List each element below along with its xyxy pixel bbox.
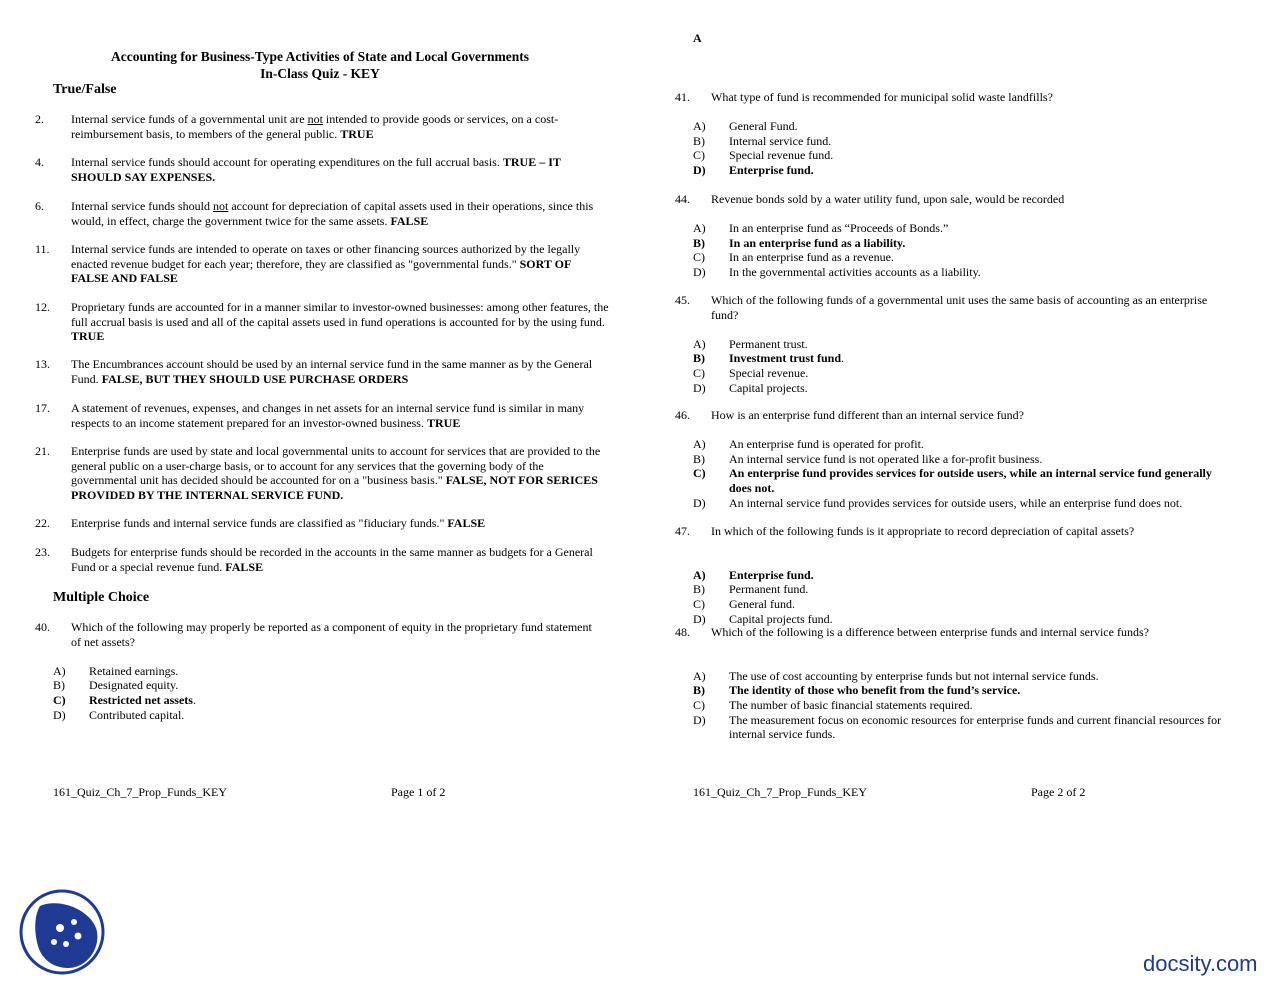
mc-question-48 <box>675 625 1226 640</box>
page1-footer-left: 161_Quiz_Ch_7_Prop_Funds_KEY <box>53 785 228 799</box>
option-d <box>693 380 1226 396</box>
question-number: 4. <box>35 155 44 169</box>
question-number: 48. <box>675 625 690 639</box>
tf-question-23 <box>35 545 611 574</box>
option-tail: . <box>841 351 845 366</box>
option-d <box>693 264 1226 280</box>
question-text: In which of the following funds is it appropriate to record depreciation of capital assets? <box>711 524 1135 538</box>
question-number: 41. <box>675 90 690 104</box>
question-text: Which of the following is a difference between enterprise funds and internal service funds? <box>711 625 1149 639</box>
option-text: Enterprise fund. <box>729 162 814 177</box>
question-number: 21. <box>35 444 50 458</box>
option-c <box>693 596 1226 612</box>
page2-header-a: A <box>693 31 702 45</box>
section-multiple-choice: Multiple Choice <box>53 590 150 605</box>
question-text: Internal service funds should <box>71 199 213 213</box>
question-number: 47. <box>675 524 690 538</box>
option-label: C) <box>693 250 705 265</box>
mc-question-46 <box>675 408 1226 423</box>
tf-question-13 <box>35 357 611 386</box>
option-label: D) <box>693 264 706 279</box>
option-text: In an enterprise fund as a liability. <box>729 235 906 250</box>
question-emphasis: not <box>307 112 323 126</box>
option-d <box>53 707 601 723</box>
mc-question-44 <box>675 192 1226 207</box>
option-label: B) <box>693 235 705 250</box>
page1-title-line1: Accounting for Business-Type Activities of State and Local Governments <box>111 49 529 64</box>
option-text: An enterprise fund provides services for outside users, while an internal service fund generally does not. <box>729 466 1212 495</box>
option-a <box>693 336 1226 352</box>
option-label: D) <box>693 712 706 727</box>
option-text: General fund. <box>729 596 795 611</box>
option-text: Special revenue. <box>729 365 809 380</box>
mc-question-45 <box>675 293 1226 322</box>
option-label: B) <box>693 451 705 466</box>
question-text-cont: account for depreciation of capital assets used in their operations, since this would, in effect, charge the government twice for the same assets. <box>71 199 594 228</box>
tf-question-2 <box>35 112 611 141</box>
option-label: D) <box>693 611 706 626</box>
mc-question-41 <box>675 90 1226 105</box>
question-text: Revenue bonds sold by a water utility fund, upon sale, would be recorded <box>711 192 1065 206</box>
question-number: 23. <box>35 545 50 559</box>
mc-question-47 <box>675 524 1226 539</box>
option-a <box>693 221 1226 236</box>
option-text: Permanent fund. <box>729 582 809 597</box>
option-label: A) <box>53 663 66 678</box>
option-text: Internal service fund. <box>729 133 832 148</box>
question-text: Internal service funds should account for operating expenditures on the full accrual basis. <box>71 155 503 169</box>
option-text: In an enterprise fund as “Proceeds of Bonds.” <box>729 221 949 236</box>
question-number: 2. <box>35 112 44 126</box>
question-text: A statement of revenues, expenses, and changes in net assets for an internal service fund is similar in many respects to an income statement prepared for an investor-owned business. <box>71 401 585 430</box>
option-label: C) <box>693 596 705 611</box>
answer-key: SORT OF FALSE AND FALSE <box>71 256 571 286</box>
question-number: 22. <box>35 516 50 530</box>
option-text: Capital projects. <box>729 380 808 395</box>
answer-key: FALSE <box>447 516 486 530</box>
option-a <box>53 663 601 679</box>
tf-question-6 <box>35 199 611 228</box>
option-label: B) <box>693 133 705 148</box>
option-label: D) <box>693 162 706 177</box>
page2-footer-right: Page 2 of 2 <box>1031 785 1086 799</box>
option-b <box>693 133 1226 149</box>
option-text: In the governmental activities accounts as a liability. <box>729 264 981 279</box>
option-label: B) <box>53 678 65 693</box>
option-d <box>693 162 1226 178</box>
option-label: B) <box>693 683 705 698</box>
option-text: Designated equity. <box>89 678 179 693</box>
tf-question-12 <box>35 300 611 344</box>
option-text: An internal service fund is not operated like a for-profit business. <box>729 451 1043 466</box>
option-text: Enterprise fund. <box>729 567 814 582</box>
question-number: 45. <box>675 293 690 307</box>
option-a <box>693 119 1226 134</box>
option-c <box>693 697 1226 713</box>
tf-question-4 <box>35 155 611 184</box>
mc-question-40 <box>35 620 601 649</box>
option-label: A) <box>693 437 706 452</box>
question-text: Budgets for enterprise funds should be recorded in the accounts in the same manner as budgets for a General Fund or a special revenue fund. <box>71 545 593 574</box>
tf-question-22 <box>35 516 611 531</box>
docsity-logo-icon[interactable] <box>18 888 106 976</box>
option-text: An enterprise fund is operated for profit. <box>729 437 924 452</box>
question-text: Enterprise funds are used by state and local governmental units to account for services that are provided to the general public on a user-charge basis, or to account for any services that the governing body of the governmental unit has decided should be accounted for on a "business basis." <box>71 444 601 488</box>
answer-key: FALSE, NOT FOR SERICES PROVIDED BY THE INTERNAL SERVICE FUND. <box>71 473 598 502</box>
option-text: The use of cost accounting by enterprise funds but not internal service funds. <box>729 668 1099 683</box>
tf-question-11 <box>35 242 611 286</box>
question-text: Enterprise funds and internal service funds are classified as "fiduciary funds." <box>71 516 448 530</box>
docsity-brand-text[interactable]: docsity.com <box>1143 951 1258 976</box>
page1-title-line2: In-Class Quiz - KEY <box>260 66 380 81</box>
option-text: The number of basic financial statements required. <box>729 697 973 712</box>
option-d <box>693 712 1226 742</box>
question-number: 6. <box>35 199 44 213</box>
option-tail: . <box>192 692 196 707</box>
option-text: An internal service fund provides services for outside users, while an enterprise fund does not. <box>729 495 1183 510</box>
option-label: A) <box>693 336 706 351</box>
option-b <box>693 451 1226 467</box>
option-text: The identity of those who benefit from the fund’s service. <box>729 683 1021 698</box>
question-text: The Encumbrances account should be used by an internal service fund in the same manner as by the General Fund. <box>71 357 593 386</box>
question-text: Internal service funds are intended to operate on taxes or other financing sources authorized by the legally enacted revenue budget for each year; therefore, they are classified as "governmental funds." <box>71 242 581 271</box>
option-a <box>693 567 1226 583</box>
question-number: 40. <box>35 620 50 634</box>
option-text: Capital projects fund. <box>729 611 833 626</box>
question-number: 13. <box>35 357 50 371</box>
question-text: Which of the following funds of a governmental unit uses the same basis of accounting as an enterprise fund? <box>711 293 1208 322</box>
option-b <box>53 678 601 693</box>
question-text: How is an enterprise fund different than an internal service fund? <box>711 408 1024 422</box>
option-b <box>693 235 1226 251</box>
option-c <box>693 466 1226 495</box>
option-label: A) <box>693 221 706 236</box>
answer-key: TRUE <box>71 329 105 344</box>
question-number: 17. <box>35 401 50 415</box>
answer-key: FALSE <box>390 213 429 228</box>
answer-key: TRUE <box>340 126 374 141</box>
option-text: In an enterprise fund as a revenue. <box>729 250 894 265</box>
option-b <box>693 683 1226 698</box>
option-b <box>693 351 1226 366</box>
option-label: B) <box>693 582 705 597</box>
option-label: D) <box>693 380 706 395</box>
question-emphasis: not <box>212 199 229 213</box>
question-text: What type of fund is recommended for municipal solid waste landfills? <box>711 90 1053 104</box>
option-text: Retained earnings. <box>89 663 179 678</box>
answer-key: FALSE <box>225 559 264 574</box>
tf-question-21 <box>35 444 611 502</box>
option-text: Investment trust fund <box>729 351 842 366</box>
question-text: Proprietary funds are accounted for in a manner similar to investor-owned businesses: among other features, the full accrual basis is used and all of the capital assets used in fund operations is accounted for by the using fund. <box>71 300 609 329</box>
answer-key: FALSE, BUT THEY SHOULD USE PURCHASE ORDERS <box>101 371 409 386</box>
page1-footer-right: Page 1 of 2 <box>391 785 446 799</box>
tf-question-17 <box>35 401 611 430</box>
option-c <box>693 365 1226 381</box>
option-label: C) <box>693 148 705 163</box>
section-true-false: True/False <box>53 82 117 97</box>
option-label: A) <box>693 119 706 134</box>
option-c <box>693 250 1226 265</box>
question-number: 46. <box>675 408 690 422</box>
question-number: 44. <box>675 192 690 206</box>
option-d <box>693 495 1226 511</box>
question-number: 12. <box>35 300 50 314</box>
option-label: D) <box>53 707 66 722</box>
option-a <box>693 437 1226 452</box>
answer-key: TRUE – IT SHOULD SAY EXPENSES. <box>71 155 561 184</box>
option-label: C) <box>693 697 705 712</box>
question-text: Which of the following may properly be reported as a component of equity in the proprietary fund statement of net assets? <box>71 620 592 649</box>
option-label: C) <box>693 466 706 481</box>
option-label: C) <box>693 365 705 380</box>
option-label: D) <box>693 495 706 510</box>
option-c <box>53 692 601 708</box>
option-label: C) <box>53 692 66 707</box>
option-d <box>693 611 1226 627</box>
question-number: 11. <box>35 242 50 256</box>
option-text: Contributed capital. <box>89 707 185 722</box>
option-label: B) <box>693 351 705 366</box>
option-label: A) <box>693 567 706 582</box>
page2-footer-left: 161_Quiz_Ch_7_Prop_Funds_KEY <box>693 785 868 799</box>
option-a <box>693 668 1226 684</box>
option-text: Permanent trust. <box>729 336 808 351</box>
option-text: Special revenue fund. <box>729 148 834 163</box>
question-text: Internal service funds of a governmental unit are <box>71 112 308 126</box>
option-label: A) <box>693 668 706 683</box>
option-text: The measurement focus on economic resources for enterprise funds and current financial resources for internal service funds. <box>729 712 1222 742</box>
option-text: Restricted net assets <box>89 692 193 707</box>
answer-key: TRUE <box>426 415 461 430</box>
option-text: General Fund. <box>729 119 798 134</box>
option-b <box>693 582 1226 597</box>
option-c <box>693 148 1226 163</box>
question-text-cont: intended to provide goods or services, on a cost-reimbursement basis, to members of the general public. <box>71 112 559 141</box>
